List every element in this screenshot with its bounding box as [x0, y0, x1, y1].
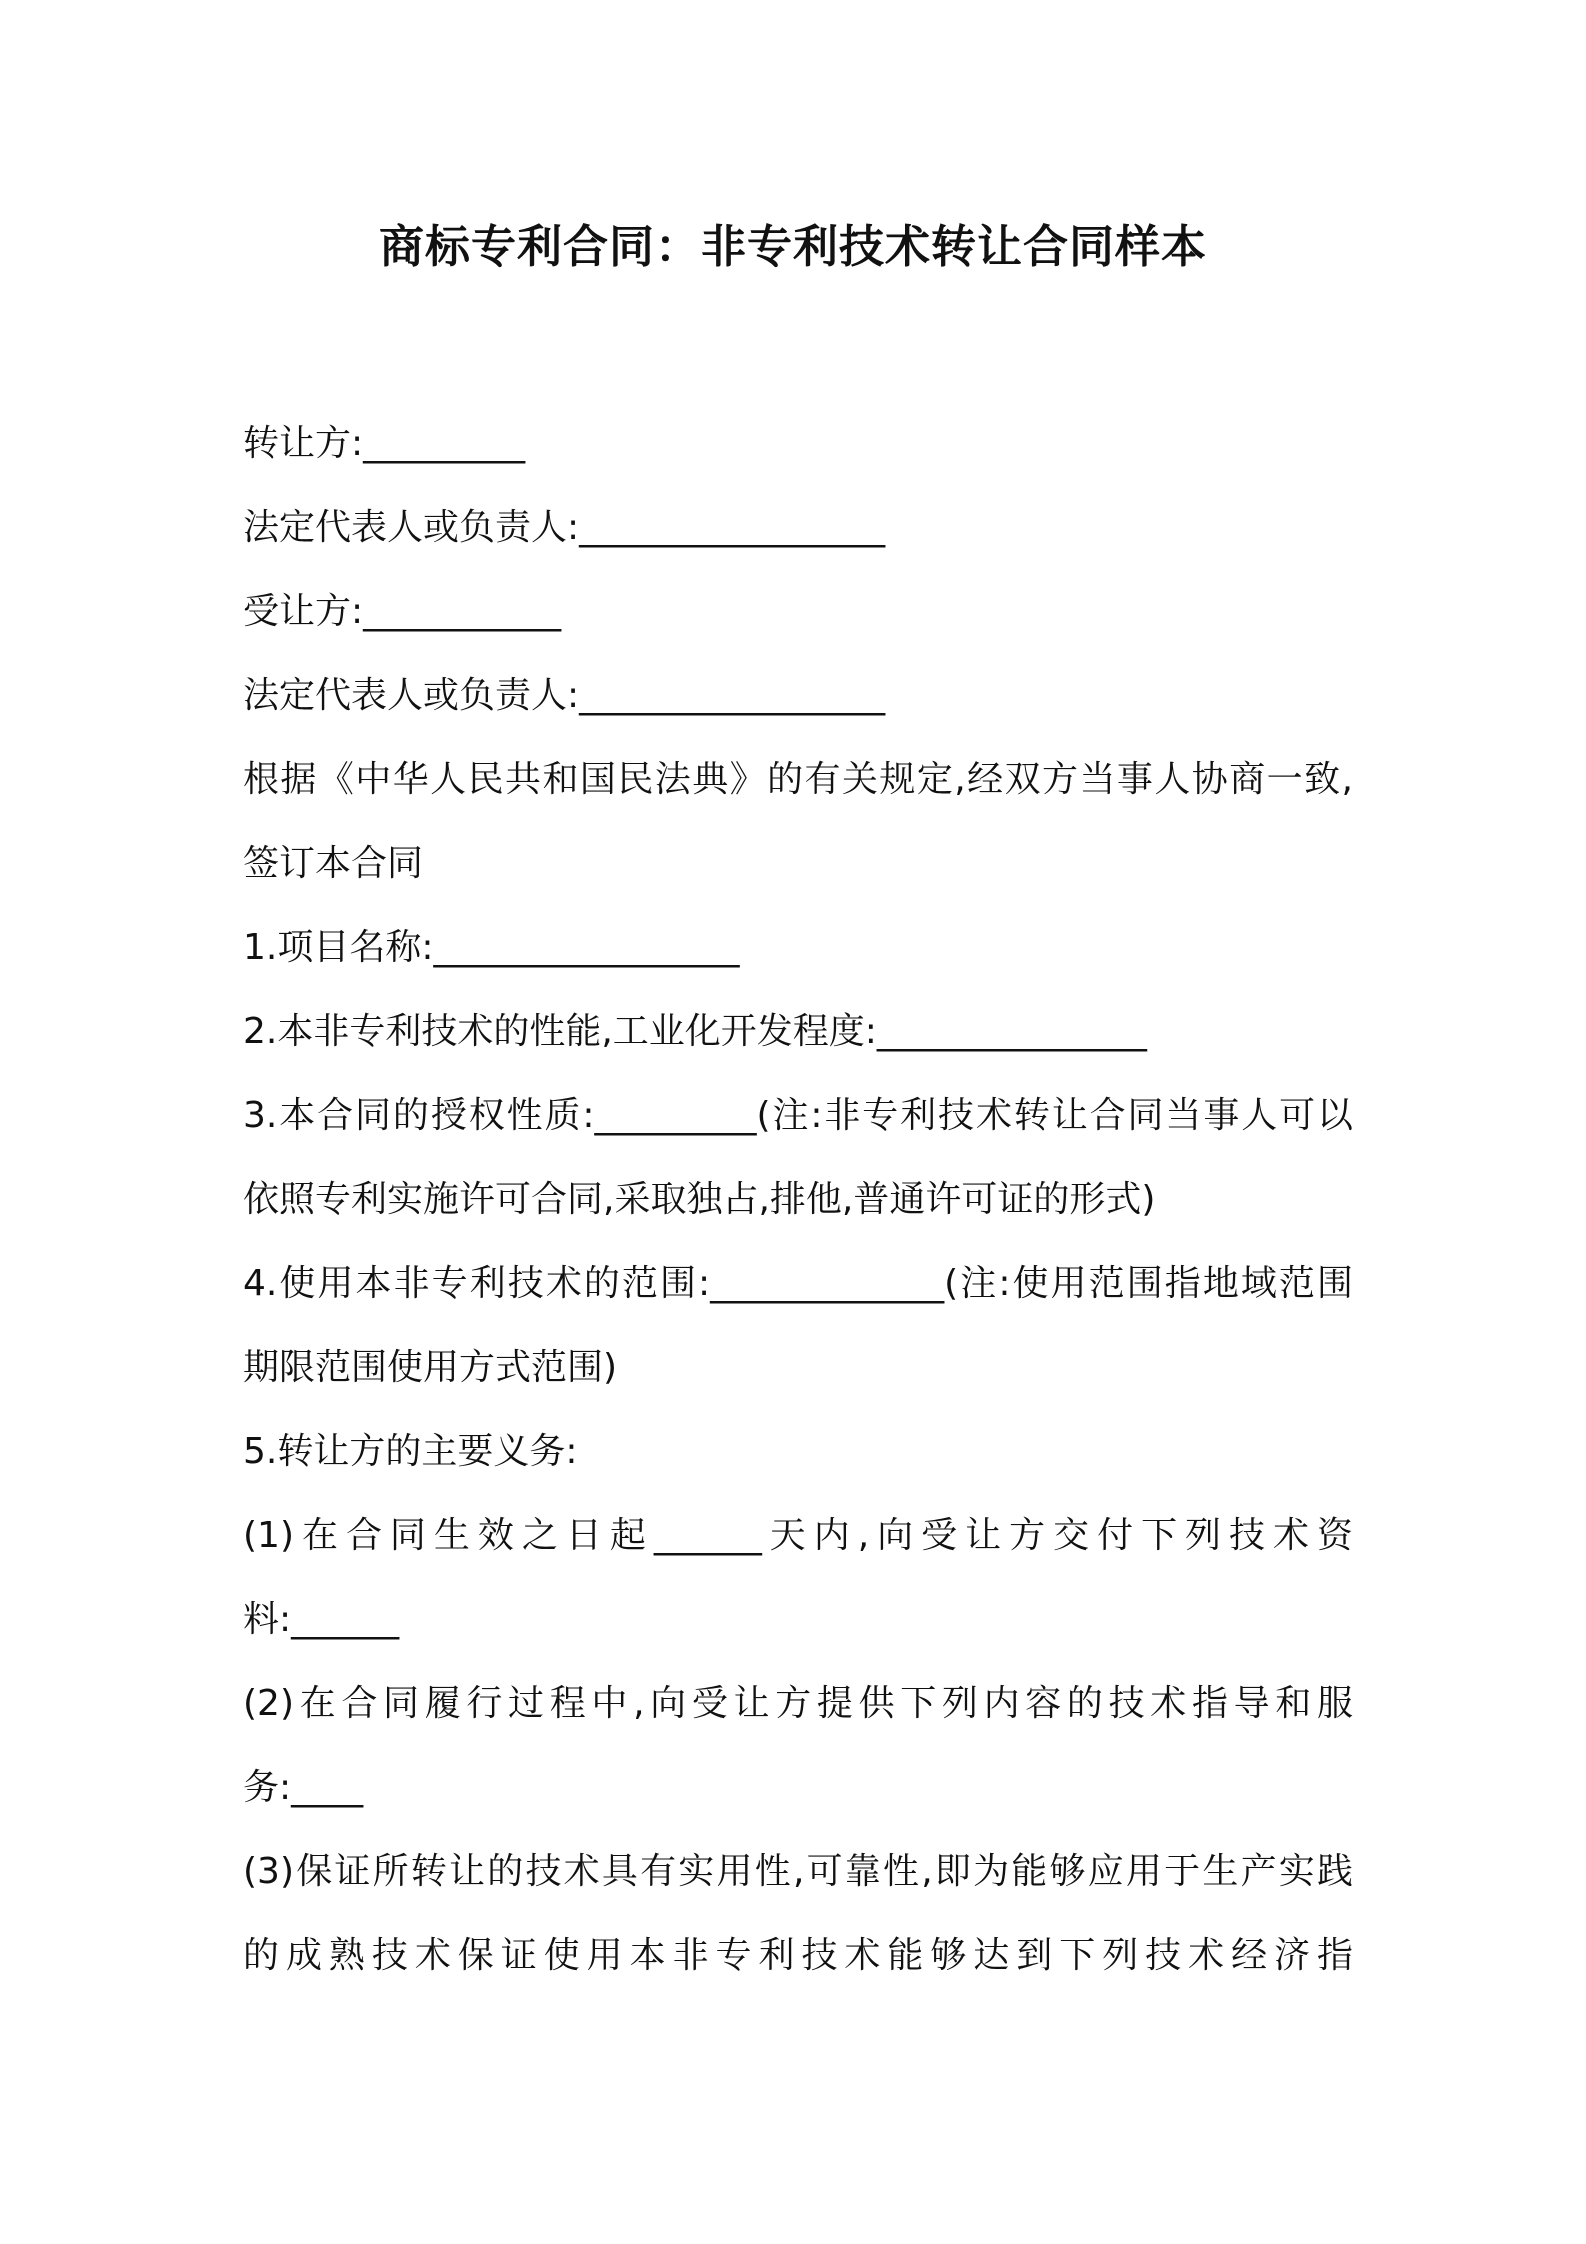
document-line: 4.使用本非专利技术的范围:_____________(注:使用范围指地域范围 — [243, 1263, 1353, 1304]
document-line: 依照专利实施许可合同,采取独占,排他,普通许可证的形式) — [243, 1179, 1156, 1220]
document-line: 务:____ — [243, 1767, 364, 1808]
document-line: 法定代表人或负责人:_________________ — [243, 507, 886, 548]
document-line: 5.转让方的主要义务: — [243, 1431, 578, 1472]
document-line: 的成熟技术保证使用本非专利技术能够达到下列技术经济指 — [243, 1935, 1353, 1976]
document-body — [243, 402, 1353, 1998]
document-title: 商标专利合同：非专利技术转让合同样本 — [378, 220, 1207, 273]
document-line: 2.本非专利技术的性能,工业化开发程度:_______________ — [243, 1011, 1147, 1052]
document-line: 法定代表人或负责人:_________________ — [243, 675, 886, 716]
document-line: 期限范围使用方式范围) — [243, 1347, 618, 1388]
document-line: 3.本合同的授权性质:_________(注:非专利技术转让合同当事人可以 — [243, 1095, 1353, 1136]
document-line: 1.项目名称:_________________ — [243, 927, 740, 968]
document-line: 转让方:_________ — [243, 423, 526, 464]
document-line: 签订本合同 — [243, 843, 424, 884]
document-line: (1)在合同生效之日起______天内,向受让方交付下列技术资 — [243, 1515, 1353, 1556]
document-line: 受让方:___________ — [243, 591, 562, 632]
document-line: 根据《中华人民共和国民法典》的有关规定,经双方当事人协商一致, — [243, 759, 1353, 800]
document-line: (2)在合同履行过程中,向受让方提供下列内容的技术指导和服 — [243, 1683, 1353, 1724]
document-line: 料:______ — [243, 1599, 400, 1640]
document-line: (3)保证所转让的技术具有实用性,可靠性,即为能够应用于生产实践 — [243, 1851, 1353, 1892]
